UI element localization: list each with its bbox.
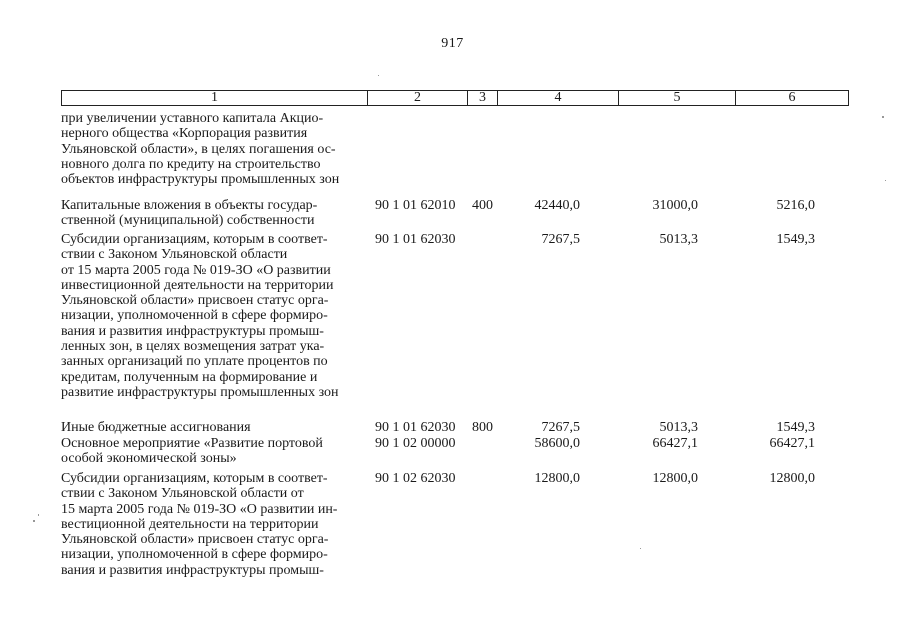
header-cell-6: 6	[788, 90, 796, 105]
row-value-col6: 12800,0	[769, 471, 815, 486]
row-description: Основное мероприятие «Развитие портовой особой экономической зоны»	[61, 436, 323, 467]
scan-speck	[882, 116, 884, 118]
row-value-col5: 31000,0	[652, 198, 698, 213]
scan-speck	[33, 520, 35, 522]
row-value-col4: 7267,5	[541, 232, 580, 247]
header-cell-5: 5	[619, 91, 736, 105]
row-description: Субсидии организациям, которым в соответ- ствии с Законом Ульяновской области от 15 марта 2005 года № 019-ЗО «О развитии ин- вестиционной деятельности на территории Ульяновской области» присвоен статус орга- низации, уполномоченной в сфере формиро- вания и развития инфраструктуры промыш-	[61, 471, 338, 578]
row-value-col5: 12800,0	[652, 471, 698, 486]
scan-speck	[38, 514, 39, 516]
row-value-col5: 5013,3	[659, 232, 698, 247]
row-code: 90 1 02 62030	[375, 471, 456, 486]
row-description: при увеличении уставного капитала Акцио- нерного общества «Корпорация развития Ульяновской области», в целях погашения ос- новного долга по кредиту на строительство объектов инфраструктуры промышленных зон	[61, 111, 340, 188]
row-value-col4: 12800,0	[534, 471, 580, 486]
row-value-col5: 66427,1	[652, 436, 698, 451]
row-value-col4: 7267,5	[541, 420, 580, 435]
row-value-col6: 1549,3	[776, 232, 815, 247]
row-expense-type: 800	[472, 420, 493, 435]
row-value-col4: 58600,0	[534, 436, 580, 451]
row-value-col6: 1549,3	[776, 420, 815, 435]
row-value-col4: 42440,0	[534, 198, 580, 213]
row-description: Иные бюджетные ассигнования	[61, 420, 251, 435]
header-cell-1: 1	[62, 91, 368, 105]
row-value-col6: 66427,1	[769, 436, 815, 451]
row-code: 90 1 01 62030	[375, 420, 456, 435]
scan-speck	[378, 75, 379, 76]
page-number: 917	[441, 36, 464, 51]
scan-speck	[885, 180, 886, 181]
row-code: 90 1 01 62010	[375, 198, 456, 213]
header-cell-2: 2	[368, 91, 468, 105]
scan-speck	[640, 548, 641, 549]
row-code: 90 1 01 62030	[375, 232, 456, 247]
table-header-row	[61, 90, 849, 106]
row-description: Капитальные вложения в объекты государ- ственной (муниципальной) собственности	[61, 198, 318, 229]
row-value-col6: 5216,0	[776, 198, 815, 213]
header-cell-3: 3	[468, 91, 498, 105]
row-description: Субсидии организациям, которым в соответ- ствии с Законом Ульяновской области от 15 марта 2005 года № 019-ЗО «О развитии инвестиционной деятельности на территории Ульяновской области» присвоен статус орга- низации, уполномоченной в сфере формиро- вания и развития инфраструктуры промыш- ленных зон, в целях возмещения затрат ука- занных организаций по уплате процентов по кредитам, полученным на формирование и развитие инфраструктуры промышленных зон	[61, 232, 339, 400]
header-cell-4: 4	[498, 91, 619, 105]
row-value-col5: 5013,3	[659, 420, 698, 435]
row-expense-type: 400	[472, 198, 493, 213]
row-code: 90 1 02 00000	[375, 436, 456, 451]
